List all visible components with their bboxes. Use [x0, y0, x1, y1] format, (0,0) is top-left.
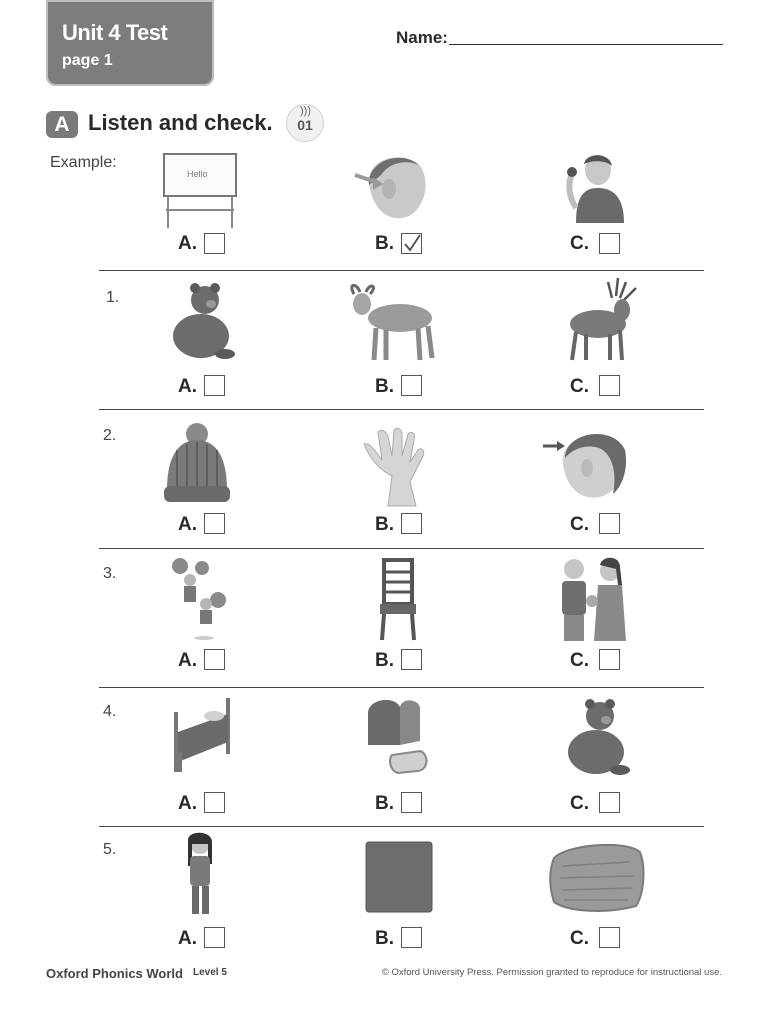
ear-girl-picture [543, 424, 631, 502]
bread-picture [364, 693, 430, 775]
option-c-checkbox[interactable] [599, 233, 620, 254]
option-a-label: A. [178, 514, 197, 535]
option-a-checkbox[interactable] [204, 233, 225, 254]
option-c-label: C. [570, 376, 589, 397]
option-b-checkbox[interactable] [401, 792, 422, 813]
track-number: 01 [297, 117, 313, 133]
ear-picture [355, 145, 430, 223]
name-input-line[interactable] [449, 44, 723, 45]
page-label: page 1 [62, 52, 113, 69]
row-label-3: 3. [103, 565, 117, 582]
row-label-1: 1. [106, 289, 120, 306]
option-a-checkbox[interactable] [204, 792, 225, 813]
option-c-checkbox[interactable] [599, 513, 620, 534]
option-a-checkbox[interactable] [204, 649, 225, 670]
goat-picture [344, 282, 439, 362]
row-divider [99, 270, 704, 271]
option-c-checkbox[interactable] [599, 375, 620, 396]
option-a-checkbox[interactable] [204, 375, 225, 396]
option-b-checkbox[interactable] [401, 649, 422, 670]
option-b-label: B. [375, 928, 394, 949]
option-a-label: A. [178, 650, 197, 671]
option-b-checkbox[interactable] [401, 233, 422, 254]
option-b-label: B. [375, 376, 394, 397]
option-a-checkbox[interactable] [204, 513, 225, 534]
option-a-label: A. [178, 376, 197, 397]
unit-title: Unit 4 Test [62, 20, 168, 45]
row-label-2: 2. [103, 427, 117, 444]
two-people-picture [558, 555, 628, 643]
bed-picture [170, 692, 234, 776]
row-label-5: 5. [103, 841, 117, 858]
board-text: Hello [187, 169, 208, 179]
option-c-label: C. [570, 928, 589, 949]
option-a-label: A. [178, 233, 197, 254]
audio-track-icon [286, 104, 324, 142]
row-label-example: Example: [50, 154, 117, 171]
whiteboard-picture [162, 152, 240, 232]
girl-picture [176, 830, 224, 920]
section-instruction: Listen and check. [88, 110, 273, 135]
option-a-label: A. [178, 928, 197, 949]
option-b-checkbox[interactable] [401, 513, 422, 534]
option-a-checkbox[interactable] [204, 927, 225, 948]
cheerleaders-picture [170, 556, 232, 642]
option-b-label: B. [375, 233, 394, 254]
option-c-label: C. [570, 233, 589, 254]
bear-picture [167, 282, 237, 362]
option-c-checkbox[interactable] [599, 792, 620, 813]
row-divider [99, 687, 704, 688]
hand-picture [358, 424, 430, 508]
deer-picture [562, 278, 644, 363]
option-c-label: C. [570, 514, 589, 535]
name-label: Name: [396, 28, 448, 47]
chair-picture [374, 558, 422, 644]
row-divider [99, 548, 704, 549]
option-c-label: C. [570, 793, 589, 814]
row-divider [99, 826, 704, 827]
boy-pointing-picture [562, 148, 628, 223]
bear-picture [562, 698, 632, 780]
checkmark-icon [402, 234, 421, 253]
option-b-label: B. [375, 650, 394, 671]
option-c-checkbox[interactable] [599, 649, 620, 670]
option-c-checkbox[interactable] [599, 927, 620, 948]
footer-brand: Oxford Phonics World [46, 966, 183, 981]
footer-level: Level 5 [193, 967, 227, 978]
option-b-checkbox[interactable] [401, 375, 422, 396]
option-b-label: B. [375, 793, 394, 814]
option-b-label: B. [375, 514, 394, 535]
hay-bale-picture [548, 838, 646, 912]
section-badge: A [46, 111, 78, 138]
square-picture [364, 840, 434, 914]
option-b-checkbox[interactable] [401, 927, 422, 948]
option-a-label: A. [178, 793, 197, 814]
hat-picture [163, 420, 231, 506]
row-divider [99, 409, 704, 410]
option-c-label: C. [570, 650, 589, 671]
sound-waves-icon: ))) [300, 105, 311, 117]
row-label-4: 4. [103, 703, 117, 720]
footer-copyright: © Oxford University Press. Permission granted to reproduce for instructional use. [381, 967, 722, 978]
